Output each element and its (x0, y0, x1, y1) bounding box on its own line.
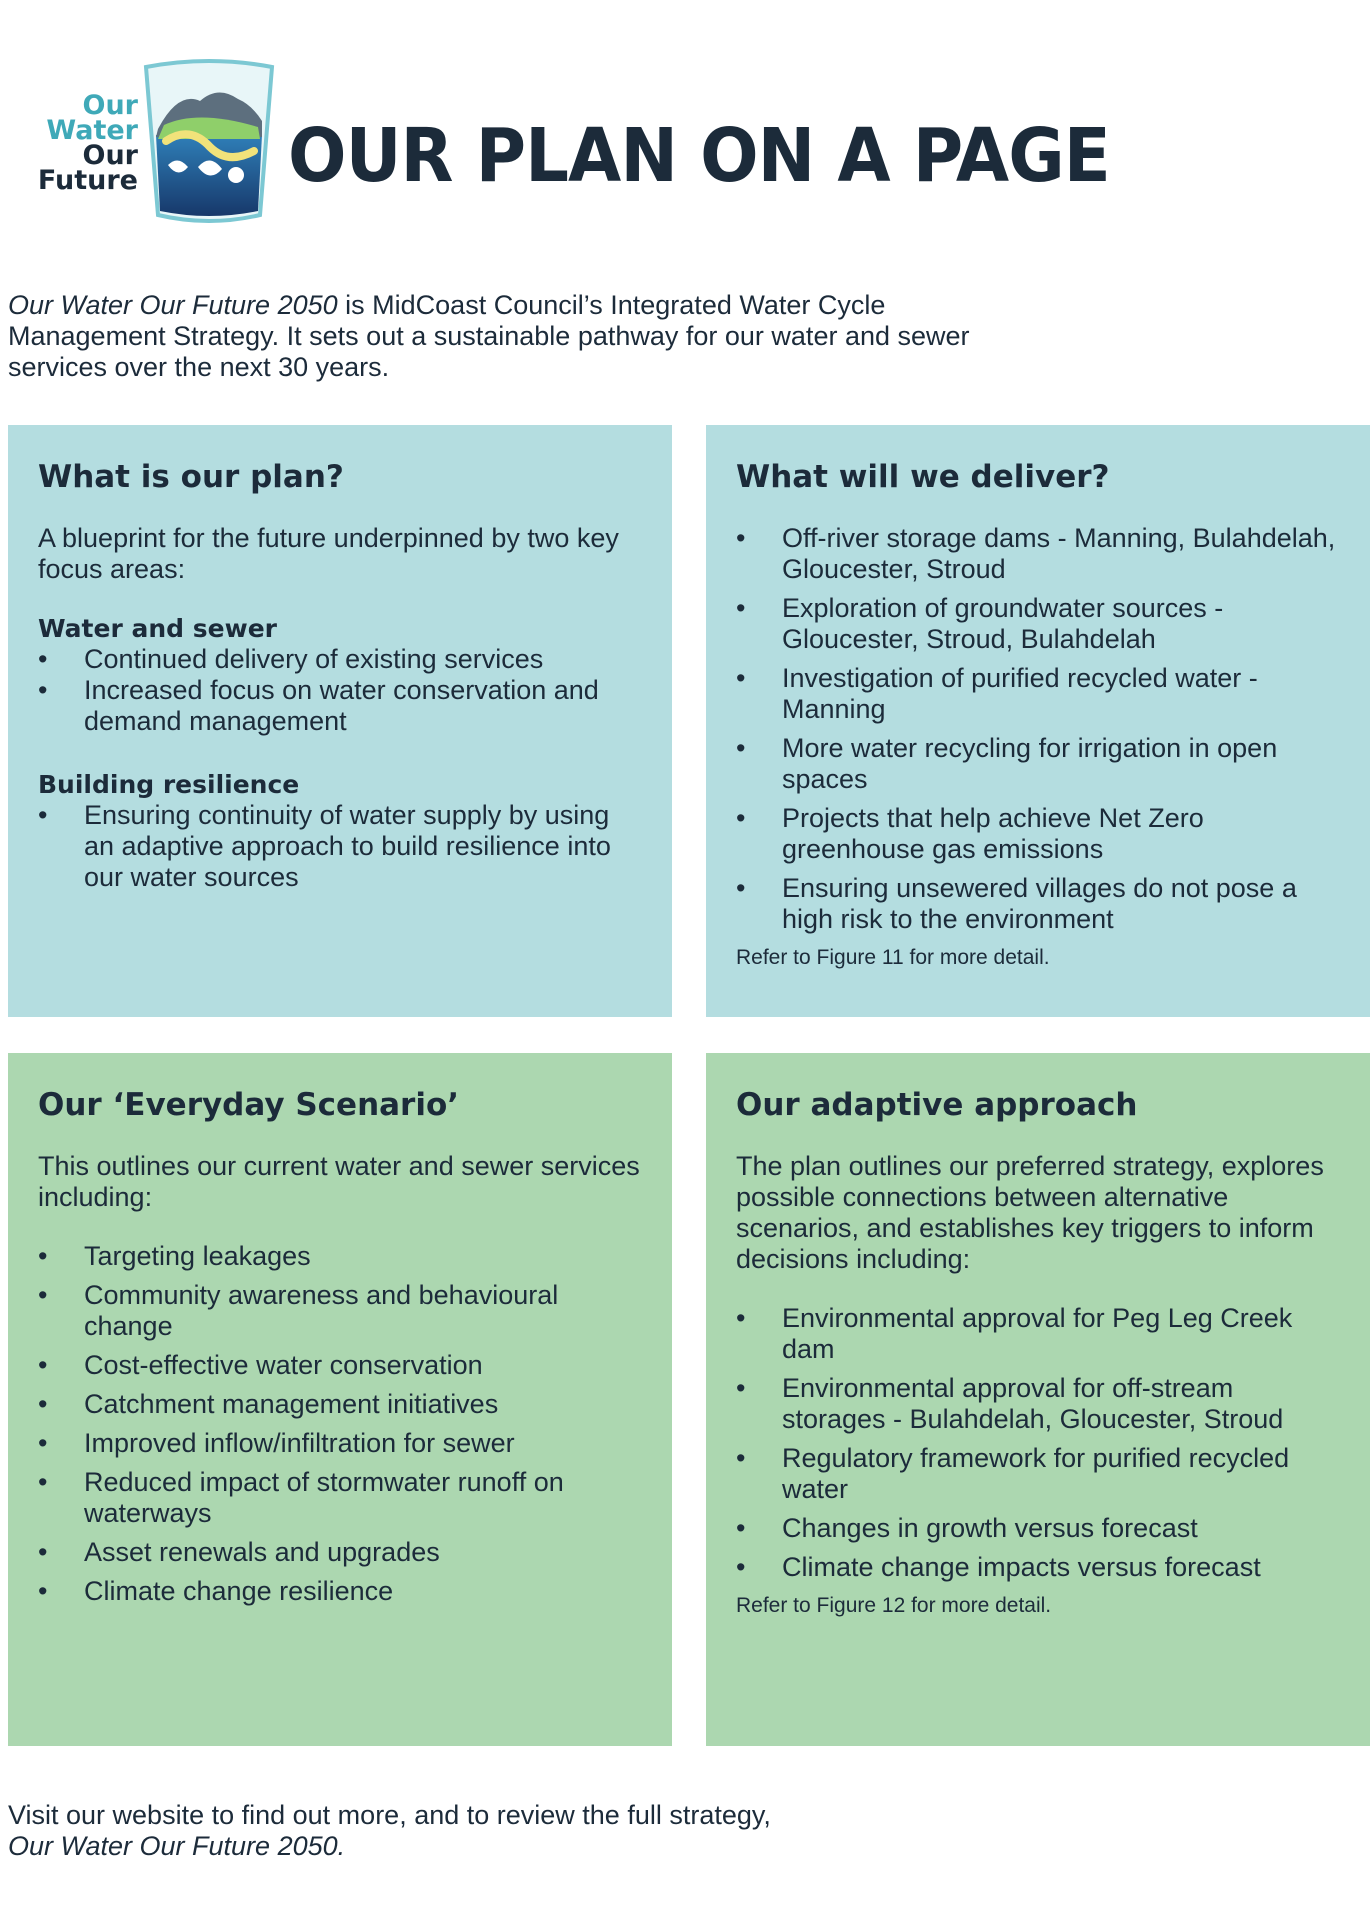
logo-word-future: Future (37, 165, 138, 196)
list-item: • Ensuring continuity of water supply by using an adaptive approach to build resilience into our water sources (38, 800, 642, 893)
list-item: • Environmental approval for off-stream storages - Bulahdelah, Gloucester, Stroud (736, 1373, 1340, 1435)
adaptive-lead: The plan outlines our preferred strategy, explores possible connections between alternative scenarios, and establishes key triggers to inform decisions including: (736, 1151, 1324, 1274)
plan-lead: A blueprint for the future underpinned by two key focus areas: (38, 523, 619, 584)
deliver-list (736, 523, 1340, 935)
list-item: • Catchment management initiatives (38, 1389, 642, 1420)
page-title: OUR PLAN ON A PAGE (288, 113, 1110, 199)
footer-text (8, 1800, 1008, 1862)
deliver-figure-note: Refer to Figure 11 for more detail. (736, 946, 1050, 969)
list-item: • Improved inflow/infiltration for sewer (38, 1428, 642, 1459)
list-item: • Exploration of groundwater sources - Gloucester, Stroud, Bulahdelah (736, 593, 1340, 655)
page-header (28, 55, 1128, 235)
list-item: • Projects that help achieve Net Zero greenhouse gas emissions (736, 803, 1340, 865)
footer-visit-text: Visit our website to find out more, and to review the full strategy, (8, 1800, 771, 1830)
plan-heading: What is our plan? (38, 459, 344, 495)
adaptive-heading: Our adaptive approach (736, 1087, 1138, 1123)
list-item: • Cost-effective water conservation (38, 1350, 642, 1381)
list-item: • Climate change resilience (38, 1576, 642, 1607)
water-glass-logo-icon (138, 55, 280, 227)
list-item: • Off-river storage dams - Manning, Bulahdelah, Gloucester, Stroud (736, 523, 1340, 585)
intro-text: is MidCoast Council’s Integrated Water Cycle Management Strategy. It sets out a sustainable pathway for our water and sewer services over the next 30 years. (8, 290, 970, 382)
adaptive-figure-note: Refer to Figure 12 for more detail. (736, 1594, 1052, 1617)
everyday-list (38, 1241, 642, 1607)
panel-what-is-our-plan (8, 425, 672, 1017)
list-item: • Environmental approval for Peg Leg Creek dam (736, 1303, 1340, 1365)
footer-strategy-name: Our Water Our Future 2050. (8, 1831, 346, 1861)
list-item: • Regulatory framework for purified recycled water (736, 1443, 1340, 1505)
logo-word-our: Our (82, 90, 138, 121)
panel-adaptive-approach (706, 1053, 1370, 1746)
list-item: • Asset renewals and upgrades (38, 1537, 642, 1568)
intro-strategy-name: Our Water Our Future 2050 (8, 290, 338, 320)
list-item: • Continued delivery of existing services (38, 644, 642, 675)
list-item: • Reduced impact of stormwater runoff on waterways (38, 1467, 642, 1529)
list-item: • Investigation of purified recycled water - Manning (736, 663, 1340, 725)
list-item: • Climate change impacts versus forecast (736, 1552, 1340, 1583)
list-item: • Increased focus on water conservation and demand management (38, 675, 642, 737)
plan-section-building-resilience: Building resilience (38, 770, 300, 799)
logo-word-our-2: Our (82, 140, 138, 171)
list-item: • Community awareness and behavioural change (38, 1280, 642, 1342)
list-item: • Changes in growth versus forecast (736, 1513, 1340, 1544)
deliver-heading: What will we deliver? (736, 459, 1110, 495)
intro-paragraph (8, 290, 1008, 383)
logo-wordmark (28, 90, 138, 196)
everyday-lead: This outlines our current water and sewer services including: (38, 1151, 640, 1212)
list-item: • More water recycling for irrigation in open spaces (736, 733, 1340, 795)
panel-everyday-scenario (8, 1053, 672, 1746)
logo-word-water: Water (46, 115, 138, 146)
list-item: • Targeting leakages (38, 1241, 642, 1272)
adaptive-list (736, 1303, 1340, 1583)
plan-section-water-sewer: Water and sewer (38, 614, 277, 643)
plan-resilience-list (38, 800, 642, 893)
everyday-heading: Our ‘Everyday Scenario’ (38, 1087, 460, 1123)
plan-water-sewer-list (38, 644, 642, 737)
list-item: • Ensuring unsewered villages do not pose a high risk to the environment (736, 873, 1340, 935)
panel-what-will-we-deliver (706, 425, 1370, 1017)
